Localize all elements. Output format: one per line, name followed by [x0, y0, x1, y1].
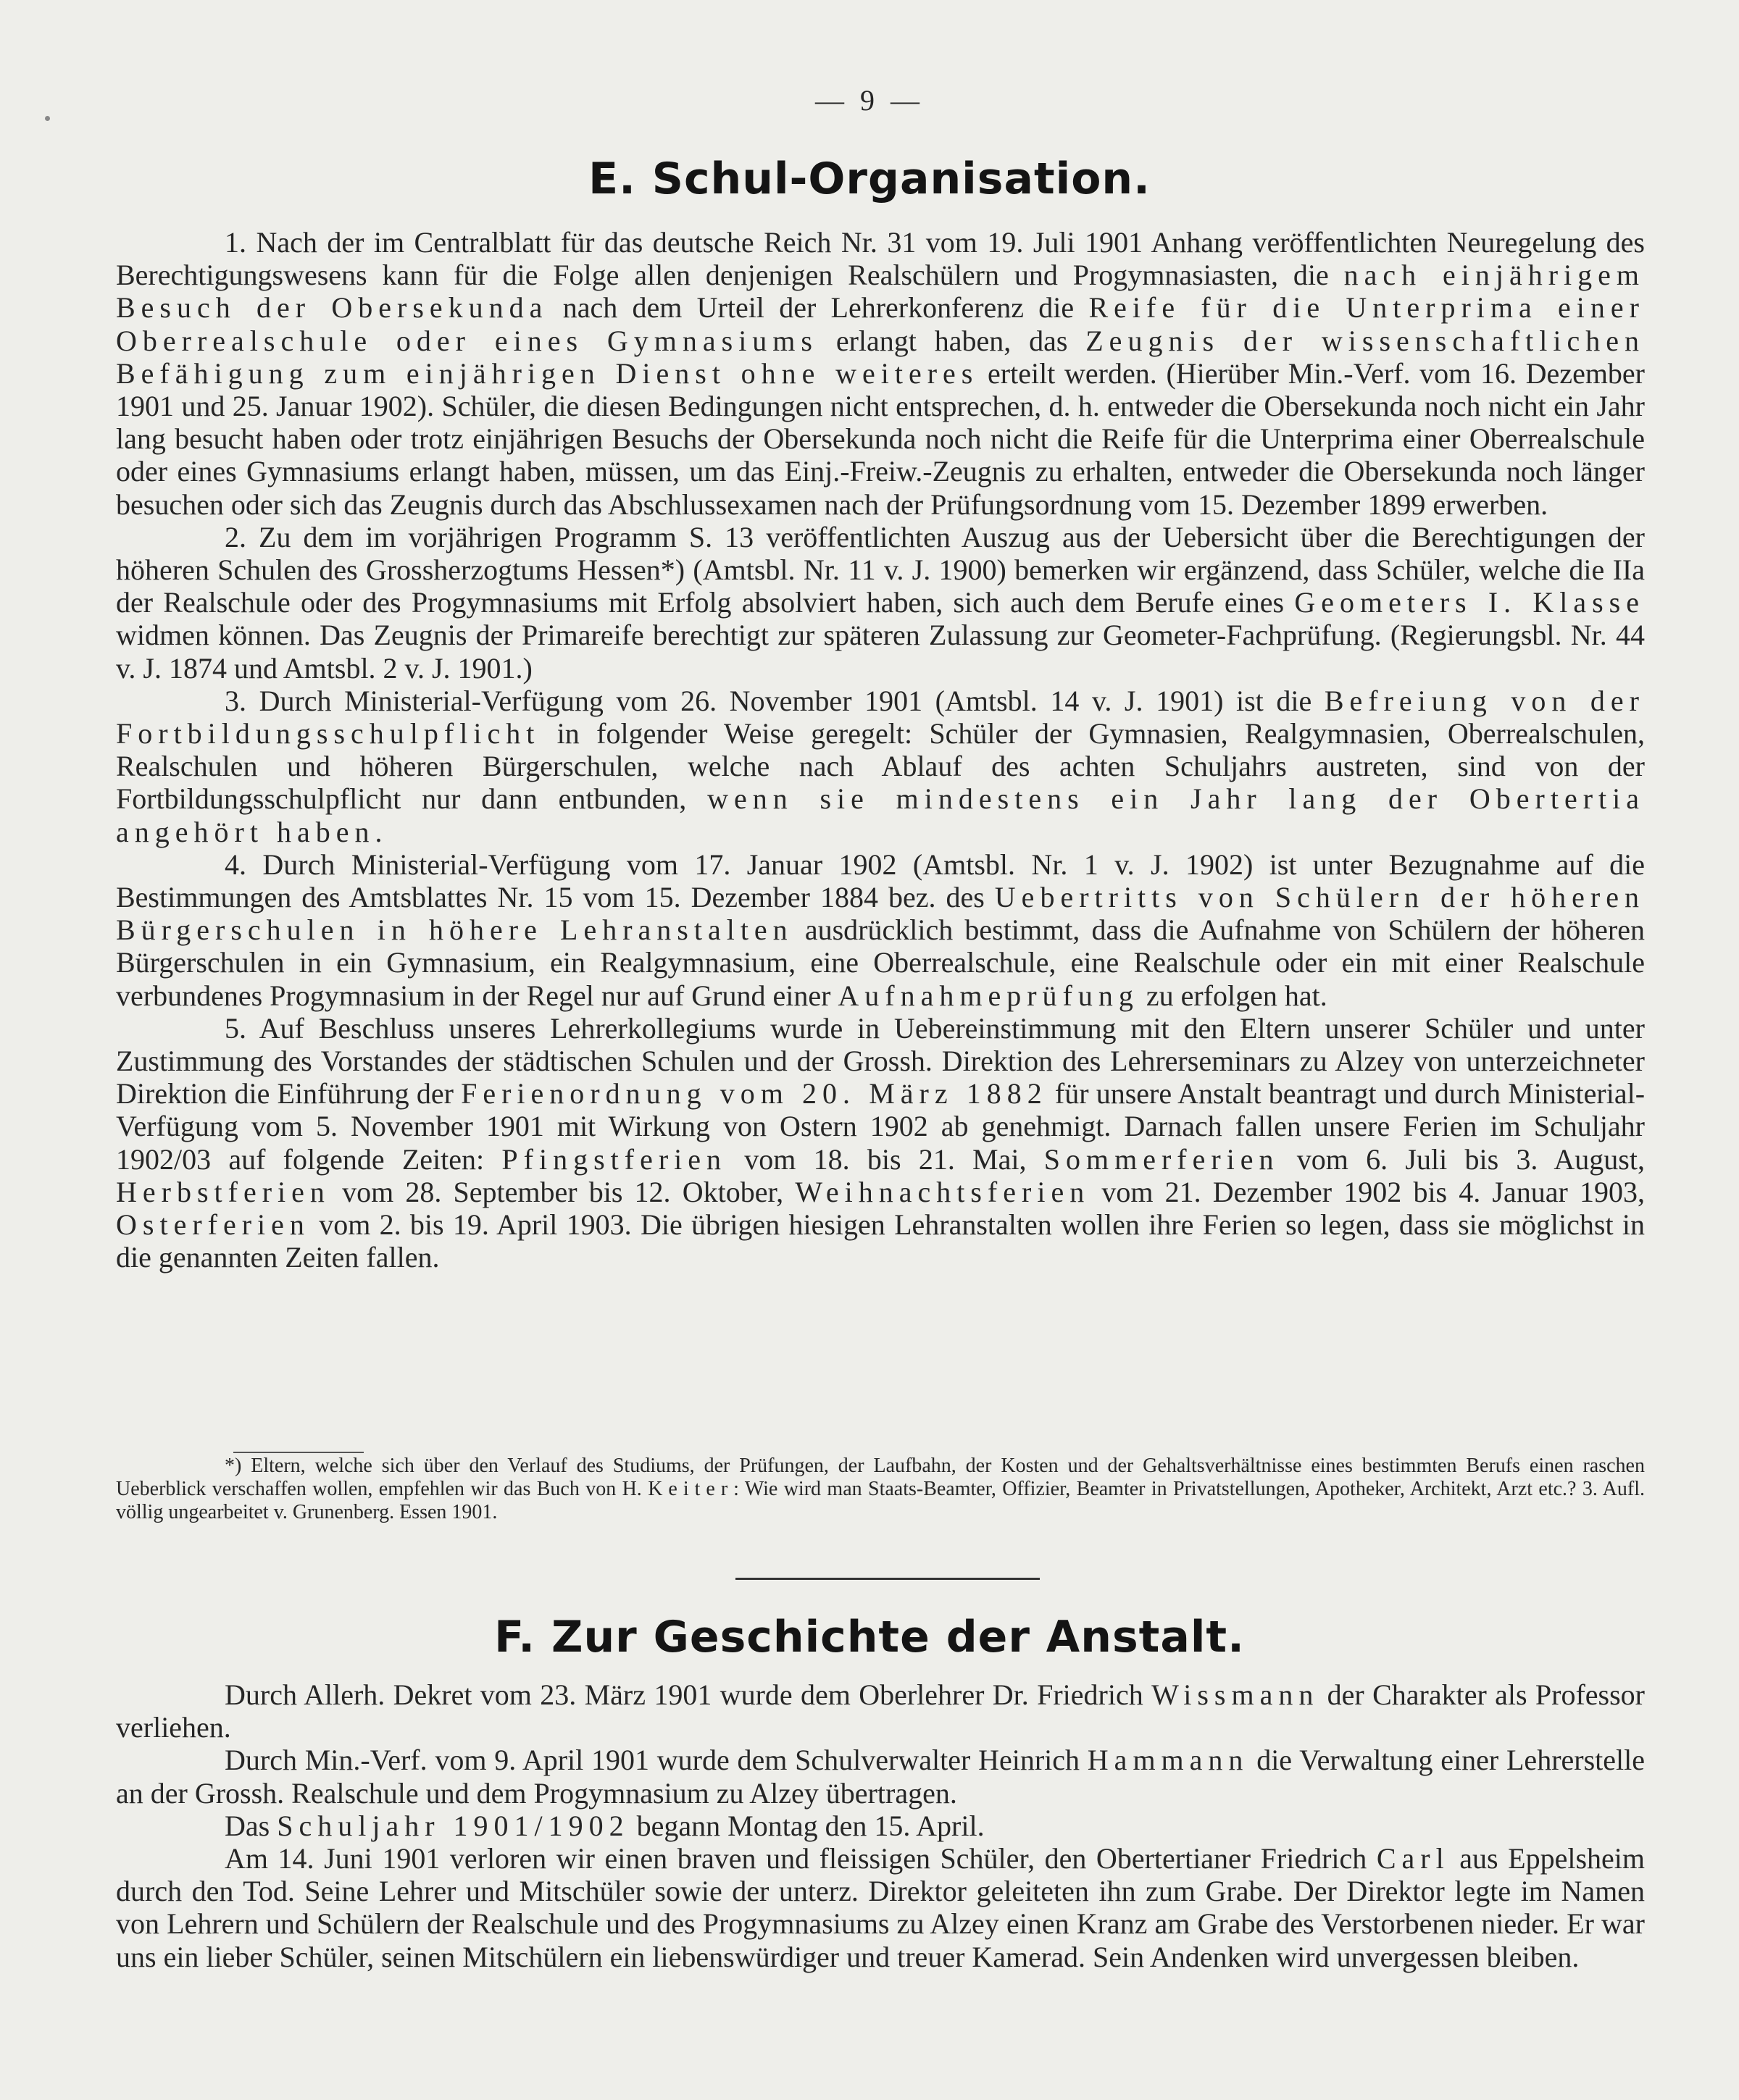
spaced-emphasis: Pfingstferien: [501, 1142, 727, 1176]
spaced-emphasis: Hammann: [1087, 1744, 1249, 1777]
text-run: nach dem Urteil der Lehrerkonferenz die: [548, 291, 1089, 325]
text-run: vom 28. September bis 12. Oktober,: [330, 1175, 796, 1208]
text-run: 1. Nach der im Centralblatt für das deutsche Reich Nr. 31 vom 19. Juli 1901 Anhang veröffentlichten Neuregelung des Berechtigungswesens kann für die Folge allen denjenigen Realschülern und Progymnasiasten, die: [116, 226, 1645, 292]
text-run: erteilt werden. (Hierüber Min.-Verf. vom 16. Dezember 1901 und 25. Januar 1902). Schüler, die diesen Bedingungen nicht entsprechen, d. h. entweder die Obersekunda noch nicht ein Jahr lang besucht haben oder trotz einjährigen Besuchs der Obersekunda noch nicht die Reife für die Unterprima einer Oberrealschule oder eines Gymnasiums erlangt haben, müssen, um das Einj.-Freiw.-Zeugnis zu erhalten, entweder die Obersekunda noch länger besuchen oder sich das Zeugnis durch das Abschlussexamen nach der Prüfungsordnung vom 15. Dezember 1899 erwerben.: [116, 356, 1646, 521]
spaced-emphasis: Aufnahmeprüfung: [838, 979, 1139, 1012]
paragraph: [116, 1842, 1645, 1973]
text-run: ausdrücklich bestimmt, dass die Aufnahme von Schülern der höheren Bürgerschulen in ein Gymnasium, ein Realgymnasium, eine Oberrealschule, eine Realschule oder ein mit einer Realschule verbundenes Progymnasium in der Regel nur auf Grund einer: [116, 913, 1645, 1012]
spaced-emphasis: Ferienordnung vom 20. März 1882: [461, 1077, 1048, 1110]
paragraph: [116, 848, 1645, 1012]
text-run: Durch Allerh. Dekret vom 23. März 1901 wurde dem Oberlehrer Dr. Friedrich: [225, 1678, 1152, 1711]
text-run: erlangt haben, das: [818, 324, 1086, 357]
text-run: die Verwaltung einer Lehrerstelle an der Grossh. Realschule und dem Progymnasium zu Alzey übertragen.: [116, 1744, 1645, 1810]
paragraph: [116, 1012, 1645, 1274]
spaced-emphasis: Carl: [1376, 1842, 1450, 1875]
spaced-emphasis: Schuljahr 1901/1902: [277, 1809, 630, 1842]
text-run: zu erfolgen hat.: [1138, 979, 1327, 1012]
text-run: in folgender Weise geregelt: Schüler der Gymnasien, Realgymnasien, Oberrealschulen, Realschulen und höheren Bürgerschulen, welche nach Ablauf des achten Schuljahrs austreten, sind von der Fortbildungsschulpflicht nur dann entbunden,: [116, 717, 1645, 816]
text-run: vom 21. Dezember 1902 bis 4. Januar 1903,: [1090, 1175, 1645, 1208]
spaced-emphasis: wenn sie mindestens ein Jahr lang der Obertertia angehört haben.: [116, 782, 1646, 848]
text-run: 4. Durch Ministerial-Verfügung vom 17. Januar 1902 (Amtsbl. Nr. 1 v. J. 1902) ist unter Bezugnahme auf die Bestimmungen des Amtsblattes Nr. 15 vom 15. Dezember 1884 bez. des: [116, 848, 1645, 914]
text-run: aus Eppelsheim durch den Tod. Seine Lehrer und Mitschüler sowie der unterz. Direktor geleiteten ihn zum Grabe. Der Direktor legte im Namen von Lehrern und Schülern der Realschule und des Progymnasiums zu Alzey einen Kranz am Grabe des Verstorbenen nieder. Er war uns ein lieber Schüler, seinen Mitschülern ein liebenswürdiger und treuer Kamerad. Sein Andenken wird unvergessen bleiben.: [116, 1842, 1645, 1973]
text-run: 3. Durch Ministerial-Verfügung vom 26. November 1901 (Amtsbl. 14 v. J. 1901) ist die: [225, 684, 1325, 717]
footnote: [116, 1455, 1645, 1524]
spaced-emphasis: nach einjährigem Besuch der Obersekunda: [116, 259, 1646, 325]
text-run: Das: [225, 1809, 278, 1842]
text-run: Am 14. Juni 1901 verloren wir einen braven und fleissigen Schüler, den Obertertianer Friedrich: [225, 1842, 1377, 1875]
spaced-emphasis: Reife für die Unterprima einer Oberrealschule oder eines Gymnasiums: [116, 291, 1645, 357]
paragraph: [116, 1678, 1645, 1744]
paragraph: [116, 521, 1645, 685]
text-run: der Charakter als Professor verliehen.: [116, 1678, 1645, 1744]
spaced-emphasis: Befreiung von der Fortbildungsschulpflicht: [116, 684, 1645, 750]
text-run: : Wie wird man Staats-Beamter, Offizier, Beamter in Privatstellungen, Apotheker, Architekt, Arzt etc.? 3. Aufl. völlig ungearbeitet v. Grunenberg. Essen 1901.: [116, 1478, 1646, 1523]
section-f-heading: F. Zur Geschichte der Anstalt.: [494, 1612, 1245, 1662]
text-run: 5. Auf Beschluss unseres Lehrerkollegiums wurde in Uebereinstimmung mit den Eltern unserer Schüler und unter Zustimmung des Vorstandes der städtischen Schulen und der Grossh. Direktion des Lehrerseminars zu Alzey von unterzeichneter Direktion die Einführung der: [116, 1011, 1645, 1110]
paragraph: [116, 226, 1645, 521]
spaced-emphasis: Sommerferien: [1043, 1142, 1280, 1176]
text-run: Durch Min.-Verf. vom 9. April 1901 wurde dem Schulverwalter Heinrich: [225, 1744, 1088, 1777]
spaced-emphasis: Zeugnis der wissenschaftlichen Befähigung zum einjährigen Dienst ohne weiteres: [116, 324, 1646, 390]
section-e-heading: E. Schul-Organisation.: [588, 154, 1151, 204]
section-e-body: [116, 226, 1645, 1274]
section-f-body: [116, 1678, 1645, 1973]
spaced-emphasis: Uebertritts von Schülern der höheren Bürgerschulen in höhere Lehranstalten: [116, 881, 1645, 947]
text-run: vom 6. Juli bis 3. August,: [1279, 1142, 1645, 1176]
spaced-emphasis: Weihnachtsferien: [795, 1175, 1090, 1208]
paragraph: [116, 1810, 1645, 1842]
spaced-emphasis: Osterferien: [116, 1208, 310, 1242]
text-run: 2. Zu dem im vorjährigen Programm S. 13 veröffentlichten Auszug aus der Uebersicht über die Berechtigungen der höheren Schulen des Grossherzogtums Hessen*) (Amtsbl. Nr. 11 v. J. 1900) bemerken wir ergänzend, dass Schüler, welche die IIa der Realschule oder des Progymnasiums mit Erfolg absolviert haben, sich auch dem Berufe eines: [116, 520, 1645, 619]
text-run: *) Eltern, welche sich über den Verlauf des Studiums, der Prüfungen, der Laufbahn, der Kosten und der Gehaltsverhältnisse eines bestimmten Berufs einen raschen Ueberblick verschaffen wollen, empfehlen wir das Buch von H.: [116, 1455, 1645, 1500]
page-number: — 9 —: [815, 84, 924, 117]
section-divider: [735, 1578, 1040, 1580]
text-run: vom 18. bis 21. Mai,: [727, 1142, 1044, 1176]
spaced-emphasis: Geometers I. Klasse: [1294, 586, 1645, 619]
footnote-rule: [233, 1452, 364, 1453]
text-run: widmen können. Das Zeugnis der Primareife berechtigt zur späteren Zulassung zur Geometer-Fachprüfung. (Regierungsbl. Nr. 44 v. J. 1874 und Amtsbl. 2 v. J. 1901.): [116, 619, 1645, 685]
spaced-emphasis: Keiter: [648, 1478, 734, 1500]
text-run: begann Montag den 15. April.: [629, 1809, 985, 1842]
text-run: für unsere Anstalt beantragt und durch Ministerial-Verfügung vom 5. November 1901 mit Wirkung von Ostern 1902 ab genehmigt. Darnach fallen unsere Ferien im Schuljahr 1902/03 auf folgende Zeiten:: [116, 1077, 1646, 1176]
paragraph: [116, 1744, 1645, 1809]
paragraph: [116, 685, 1645, 848]
spaced-emphasis: Herbstferien: [116, 1175, 330, 1208]
spaced-emphasis: Wissmann: [1151, 1678, 1319, 1711]
text-run: vom 2. bis 19. April 1903. Die übrigen hiesigen Lehranstalten wollen ihre Ferien so legen, dass sie möglichst in die genannten Zeiten fallen.: [116, 1208, 1645, 1274]
